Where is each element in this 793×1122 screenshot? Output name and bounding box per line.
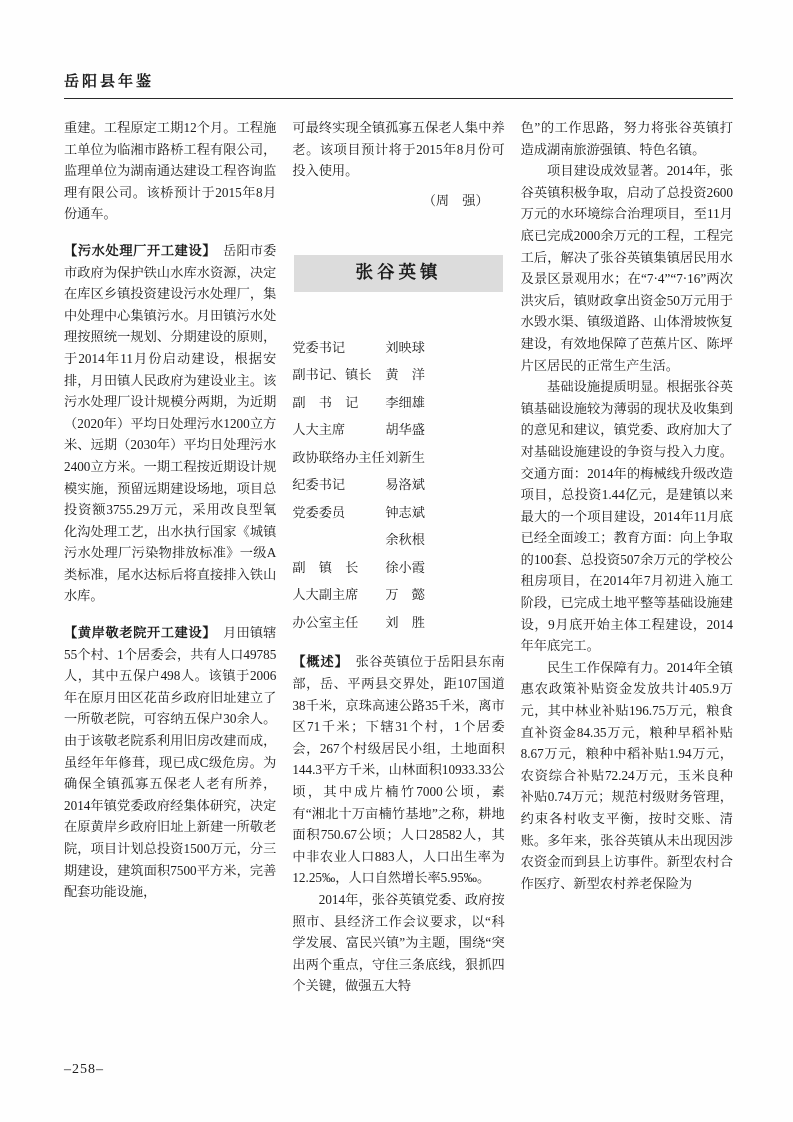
- official-row: [292, 581, 504, 609]
- column-1: [64, 117, 276, 997]
- official-role: [292, 526, 385, 554]
- official-role: 人大主席: [292, 422, 346, 438]
- paragraph: 2014年，张谷英镇党委、政府按照市、县经济工作会议要求，以“科学发展、富民兴镇”为主题，围绕“突出两个重点，守住三条底线，狠抓四个关键，做强五大特: [292, 892, 505, 994]
- official-row: [292, 554, 504, 582]
- official-name: 徐小霞: [385, 559, 425, 575]
- article-body: 月田镇辖55个村、1个居委会，共有人口49785人，其中五保户498人。该镇于2006年在原月田区花苗乡政府旧址建立了一所敬老院，可容纳五保户30余人。由于该敬老院系利用旧房改建而成，虽经年年修葺，现已成C级危房。为确保全镇孤寡五保老人老有所养，2014年镇党委政府经集体研究，决定在原黄岸乡政府旧址上新建一所敬老院，项目计划总投资1500万元，分三期建设，建筑面积7500平方米，完善配套功能设施，: [64, 625, 277, 900]
- section-title-box: [294, 255, 502, 292]
- official-role: 办公室主任: [292, 614, 359, 630]
- paragraph-livelihood: 民生工作保障有力。2014年全镇惠农政策补贴资金发放共计405.9万元，其中林业补贴196.75万元，粮食直补资金84.35万元，粮种早稻补贴8.67万元，粮种中稻补贴1.94万元，农资综合补贴72.24万元，玉米良种补贴0.74万元；规范村级财务管理，约束各村收支平衡，按时交账、清账。多年来，张谷英镇从未出现因涉农资金而到县上访事件。新型农村合作医疗、新型农村养老保险为: [520, 659, 733, 891]
- official-row: [292, 389, 504, 417]
- paragraph-continuation: 重建。工程原定工期12个月。工程施工单位为临湘市路桥工程有限公司，监理单位为湖南通达建设工程咨询监理有限公司。该桥预计于2015年8月份通车。: [64, 120, 277, 222]
- text-columns: [64, 117, 733, 997]
- article-nursing-home: [64, 622, 276, 903]
- article-overview: [292, 651, 504, 889]
- official-row: [292, 609, 504, 637]
- official-name: 胡华盛: [385, 422, 425, 438]
- paragraph-continuation: 色”的工作思路，努力将张谷英镇打造成湖南旅游强镇、特色名镇。: [520, 120, 733, 157]
- paragraph-project-achievements: 项目建设成效显著。2014年，张谷英镇积极争取，启动了总投资2600万元的水环境综合治理项目，至11月底已完成2000余万元的工程，工程完工后，解决了张谷英镇集镇居民用水及景区景观用水；在“7·4”“7·16”两次洪灾后，镇财政拿出资金50万元用于水毁水渠、镇级道路、山体滑坡恢复建设，有效地保障了芭蕉片区、陈坪片区居民的正常生产生活。: [520, 163, 733, 373]
- official-role: 政协联络办主任: [292, 449, 385, 465]
- article-heading: 【黄岸敬老院开工建设】: [64, 625, 217, 641]
- page-number: –258–: [64, 1062, 104, 1077]
- column-2: [292, 117, 504, 997]
- official-role: 党委委员: [292, 504, 346, 520]
- official-role: 副 书 记: [292, 394, 359, 410]
- official-row: [292, 416, 504, 444]
- officials-list: [292, 334, 504, 637]
- article-heading: 【概述】: [292, 654, 349, 670]
- article-body: 岳阳市委市政府为保护铁山水库水资源，决定在库区乡镇投资建设污水处理厂，集中处理中心集镇污水。月田镇污水处理按照统一规划、分期建设的原则，于2014年11月份启动建设，根据安排，月田镇人民政府为建设业主。该污水处理厂设计规模分两期，为近期（2020年）平均日处理污水1200立方米、远期（2030年）平均日处理污水2400立方米。一期工程按近期设计规模实施，预留远期建设场地，项目总投资额3755.29万元，采用改良型氧化沟处理工艺，出水执行国家《城镇污水处理厂污染物排放标准》一级A类标准，尾水达标后将直接排入铁山水库。: [64, 242, 277, 604]
- page-header: [64, 70, 733, 99]
- official-name: 刘新生: [385, 449, 425, 465]
- official-role: 副书记、镇长: [292, 367, 372, 383]
- official-row: [292, 526, 504, 554]
- official-row: [292, 499, 504, 527]
- official-name: 黄 洋: [385, 367, 425, 383]
- author-byline: （周 强）: [422, 192, 489, 208]
- section-title: 张谷英镇: [355, 262, 442, 283]
- official-row: [292, 334, 504, 362]
- official-row: [292, 471, 504, 499]
- official-row: [292, 361, 504, 389]
- paragraph-infrastructure: 基础设施提质明显。根据张谷英镇基础设施较为薄弱的现状及收集到的意见和建议，镇党委、政府加大了对基础设施建设的争资与投入力度。交通方面：2014年的梅械线升级改造项目，总投资1.44亿元，是建镇以来最大的一个项目建设，2014年11月底已经全面竣工；教育方面：向上争取的100套、总投资507余万元的学校公租房项目，在2014年7月初进入施工阶段，已完成土地平整等基础设施建设，9月底开始主体工程建设，2014年年底完工。: [520, 379, 733, 654]
- article-sewage-plant: [64, 240, 276, 607]
- official-role: 人大副主席: [292, 587, 359, 603]
- official-role: 党委书记: [292, 339, 346, 355]
- article-heading: 【污水处理厂开工建设】: [64, 242, 217, 258]
- official-role: 纪委书记: [292, 477, 346, 493]
- paragraph-continuation: 可最终实现全镇孤寡五保老人集中养老。该项目预计将于2015年8月份可投入使用。: [292, 120, 505, 179]
- article-body: 张谷英镇位于岳阳县东南部，岳、平两县交界处，距107国道38千米，京珠高速公路35千米，离市区71千米；下辖31个村，1个居委会，267个村级居民小组，土地面积144.3平方千米，山林面积10933.33公顷，其中成片楠竹7000公顷，素有“湘北十万亩楠竹基地”之称，耕地面积750.67公顷；人口28582人，其中非农业人口883人，人口出生率为12.25‰，人口自然增长率5.95‰。: [292, 654, 505, 886]
- official-name: 万 懿: [385, 587, 425, 603]
- official-name: 刘映球: [385, 339, 425, 355]
- official-name: 刘 胜: [385, 614, 425, 630]
- book-title: 岳阳县年鉴: [64, 74, 155, 90]
- column-3: [521, 117, 733, 997]
- official-name: 李细雄: [385, 394, 425, 410]
- official-row: [292, 444, 504, 472]
- official-role: 副 镇 长: [292, 559, 359, 575]
- official-name: 易洛斌: [385, 477, 425, 493]
- official-name: 余秋根: [385, 532, 425, 548]
- official-name: 钟志斌: [385, 504, 425, 520]
